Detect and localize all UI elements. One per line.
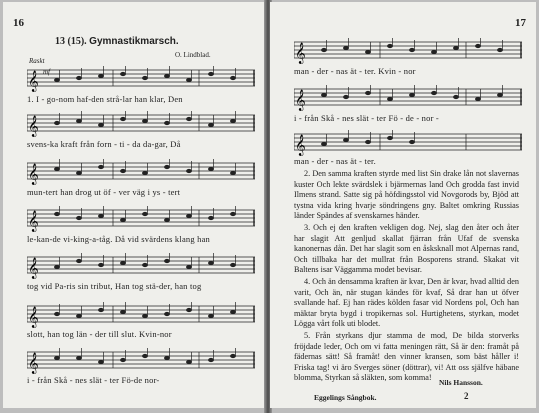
lyric-line: le-kan-de vi-king-a-tåg. Då vid svärdens klang han	[27, 234, 211, 244]
signature-mark: 2	[464, 391, 469, 401]
dynamic-marking: mf	[43, 68, 50, 76]
page-number-left: 16	[13, 17, 24, 29]
svg-text:𝄞: 𝄞	[28, 353, 39, 374]
music-staff	[27, 302, 255, 332]
left-page	[3, 2, 266, 408]
lyric-line: svens-ka kraft från forn - ti - da da-gar, Då	[27, 139, 181, 149]
svg-text:𝄞: 𝄞	[28, 307, 39, 328]
verse-paragraph: 4. Och än densamma kraften är kvar, Den är kvar, hvad alltid den varit, Och än, när stugan kändes för kvaf, Så drar han ut öfver svallande haf. Ej han rädes kölden fasar vid Nordens pol, Och han mäktar bryta bygd i tropikernas sol. Hurtighetens, styrkan, modet Lögga vårt folk uti blodet.	[294, 276, 519, 329]
footer-title: Eggelings Sångbok.	[314, 393, 377, 402]
verse-paragraph: 2. Den samma kraften styrde med list Sin drake lån not slavernas kuster Och lekte svärdslek i bjärmernas land Och grodda fast invid Ilmens strand. Satte sig på höfdingsstol vid Novgorods by, Bjöd att tystna vida kring hvarje söndringens gny. Baltet omkring Russias länder Spändes af svenskarnes händer.	[294, 169, 519, 221]
lyric-line: man - der - nas ät - ter.	[294, 156, 376, 166]
music-staff	[294, 85, 522, 115]
lyric-line: i - från Skå - nes slät - ter Fö-de nor-	[27, 375, 160, 385]
svg-text:𝄞: 𝄞	[295, 43, 306, 64]
lyric-line: i - från Skå - nes slät - ter Fö - de - nor -	[294, 113, 439, 123]
composer: O. Lindblad.	[175, 51, 211, 59]
music-staff	[27, 66, 255, 96]
music-staff	[27, 206, 255, 236]
verse-block	[294, 169, 519, 385]
page-number-right: 17	[515, 17, 526, 29]
lyric-line: slott, han tog län - der till slut. Kvin-nor	[27, 329, 172, 339]
svg-text:𝄞: 𝄞	[28, 211, 39, 232]
tempo-marking: Raskt	[29, 57, 45, 65]
svg-text:𝄞: 𝄞	[28, 71, 39, 92]
music-staff	[27, 348, 255, 378]
svg-text:𝄞: 𝄞	[295, 135, 306, 156]
svg-text:𝄞: 𝄞	[28, 164, 39, 185]
lyric-line: tog vid Pa-ris sin tribut, Han tog stä-der, han tog	[27, 281, 202, 291]
verse-paragraph: 3. Och ej den kraften vekligen dog. Nej, slag den åter och åter har slagit Att genljud skallat fjärran från Ufaf de svenska kanonernas dån. Det har slagit som en åsksknall mot Alpernas rand, Och tillbaka har det mullrat från Bosporens strand. Skakat vit Baltens isar Väggamma modet bevisar.	[294, 222, 519, 275]
right-page	[270, 2, 536, 408]
music-staff	[27, 159, 255, 189]
music-staff	[27, 111, 255, 141]
verse-paragraph: 5. Från styrkans djur stamma de mod, De bilda storverks fröjdade leder, Och om vi fatta meningen rätt, Så är den: framåt på fädernas sätt! Så framåt! den vinner kransen, som bäst håller i! Friska tag! vi äro Sverges söner (döttrar), vi! Att oss själfve häbane blomma, Styrkan så släkten, som komma!	[294, 330, 519, 383]
lyric-line: man - der - nas ät - ter. Kvin - nor	[294, 66, 416, 76]
author: Nils Hansson.	[439, 378, 483, 387]
music-staff	[27, 253, 255, 283]
lyric-line: 1. I - go-nom haf-den strå-lar han klar, Den	[27, 94, 183, 104]
music-staff	[294, 38, 522, 68]
svg-text:𝄞: 𝄞	[295, 90, 306, 111]
lyric-line: mun-tert han drog ut öf - ver väg i ys - tert	[27, 187, 181, 197]
song-header	[55, 36, 179, 47]
svg-text:𝄞: 𝄞	[28, 258, 39, 279]
song-number: 13 (15).	[55, 36, 87, 47]
svg-text:𝄞: 𝄞	[28, 116, 39, 137]
song-title: Gymnastikmarsch.	[89, 36, 179, 47]
